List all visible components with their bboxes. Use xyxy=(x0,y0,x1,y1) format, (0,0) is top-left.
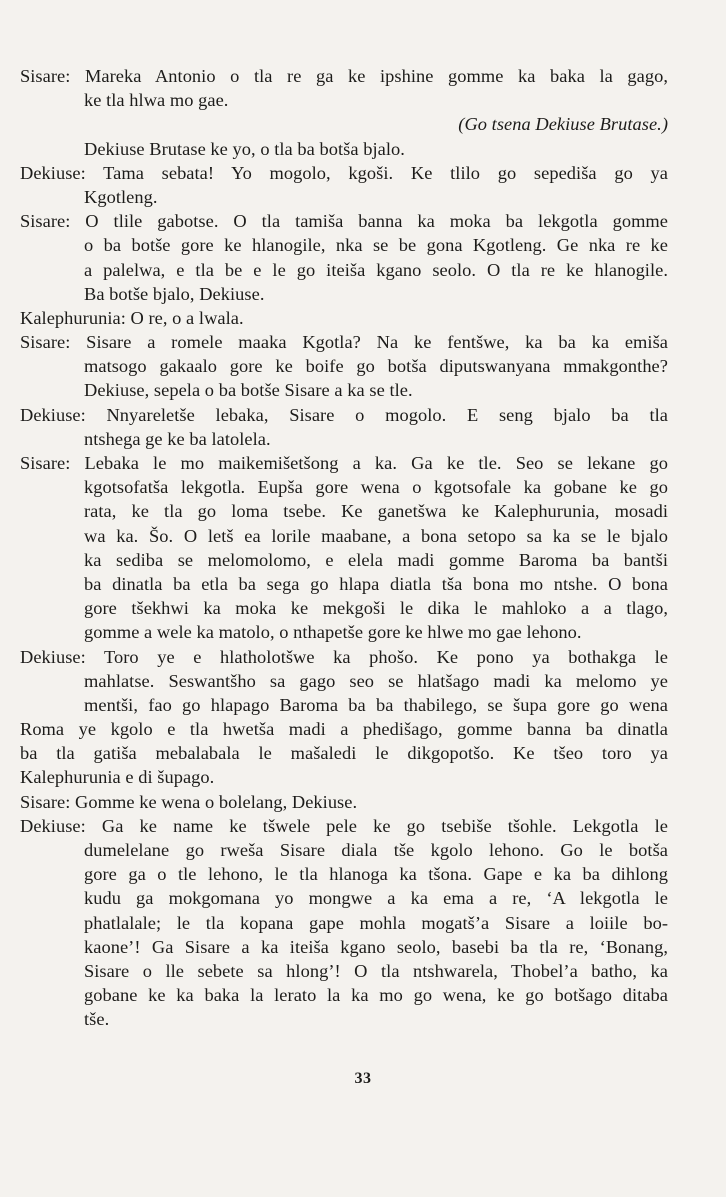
text-line: Kalephurunia e di šupago. xyxy=(20,767,215,788)
text-line: Roma ye kgolo e tla hwetša madi a phedišago, gomme banna ba dinatla xyxy=(20,719,668,740)
text-line: phatlalale; le tla kopana gape mohla mogatš’a Sisare a loiile bo- xyxy=(84,912,668,933)
text-line: matsogo gakaalo gore ke boife go botša diputswanyana mmakgonthe? xyxy=(84,356,668,377)
text-line: gore ga o tle lehono, le tla hlanoga ka tšona. Gape e ka ba dihlong xyxy=(84,864,668,885)
text-line: kudu ga mokgomana yo mongwe a ka ema a re, ‘A lekgotla le xyxy=(84,888,668,909)
text-line: o ba botše gore ke hlanogile, nka se be gona Kgotleng. Ge nka re ke xyxy=(84,235,668,256)
text-line: Ba botše bjalo, Dekiuse. xyxy=(84,283,265,304)
text-line: Sisare: Sisare a romele maaka Kgotla? Na ke fentšwe, ka ba ka emiša xyxy=(20,332,668,353)
text-line: Sisare o lle sebete sa hlong’! O tla ntshwarela, Thobel’a batho, ka xyxy=(84,960,668,981)
text-line: Kgotleng. xyxy=(84,186,158,207)
text-line: a palelwa, e tla be e le go iteiša kgano seolo. O tla re ke hlanogile. xyxy=(84,259,668,280)
text-line: Dekiuse: Toro ye e hlatholotšwe ka phošo. Ke pono ya bothakga le xyxy=(20,646,668,667)
text-line: Sisare: Mareka Antonio o tla re ga ke ipshine gomme ka baka la gago, xyxy=(20,66,668,86)
text-line: gore tšekhwi ka moka ke mekgoši le dika le mahloko a a tlago, xyxy=(84,598,668,619)
stage-direction: (Go tsena Dekiuse Brutase.) xyxy=(458,114,668,135)
text-line: ka sediba se melomolomo, e elela madi gomme Baroma ba bantši xyxy=(84,549,668,570)
text-line: ba tla gatiša mebalabala le mašaledi le dikgopotšo. Ke tšeo toro ya xyxy=(20,743,668,764)
text-line: gobane ke ka baka la lerato la ka mo go wena, ke go botšago ditaba xyxy=(84,985,668,1006)
text-line: Dekiuse: Tama sebata! Yo mogolo, kgoši. Ke tlilo go sepediša go ya xyxy=(20,162,668,183)
text-line: Kalephurunia: O re, o a lwala. xyxy=(20,307,244,328)
text-line: kgotsofatša lekgotla. Eupša gore wena o kgotsofale ka gobane ke go xyxy=(84,477,668,498)
text-line: ba dinatla ba etla ba sega go hlapa diatla tša bona mo ntshe. O bona xyxy=(84,573,668,594)
text-line: Dekiuse Brutase ke yo, o tla ba botša bjalo. xyxy=(84,138,405,159)
page-number: 33 xyxy=(354,1070,372,1087)
text-line: mentši, fao go hlapago Baroma ba ba thabilego, se šupa gore go wena xyxy=(84,694,668,715)
text-line: wa ka. Šo. O letš ea lorile maabane, a bona setopo sa ka se le bjalo xyxy=(84,525,668,546)
text-line: gomme a wele ka matolo, o nthapetše gore ke hlwe mo gae lehono. xyxy=(84,622,582,643)
text-line: Dekiuse: Ga ke name ke tšwele pele ke go tsebiše tšohle. Lekgotla le xyxy=(20,815,668,836)
text-line: Dekiuse: Nnyareletše lebaka, Sisare o mogolo. E seng bjalo ba tla xyxy=(20,404,668,425)
text-line: dumelelane go rweša Sisare diala tše kgolo lehono. Go le botša xyxy=(84,840,668,860)
text-line: kaone’! Ga Sisare a ka iteiša kgano seolo, basebi ba tla re, ‘Bonang, xyxy=(84,936,668,957)
text-line: Dekiuse, sepela o ba botše Sisare a ka se tle. xyxy=(84,380,413,401)
dialogue-text xyxy=(20,64,668,1032)
text-line: Sisare: Gomme ke wena o bolelang, Dekiuse. xyxy=(20,791,358,812)
text-line: rata, ke tla go loma tsebe. Ke ganetšwa ke Kalephurunia, mosadi xyxy=(84,501,668,522)
text-line: Sisare: Lebaka le mo maikemišetšong a ka. Ga ke tle. Seo se lekane go xyxy=(20,453,668,473)
text-line: tše. xyxy=(84,1009,110,1030)
text-line: mahlatse. Seswantšho sa gago seo se hlatšago madi ka melomo ye xyxy=(84,670,668,691)
text-line: ke tla hlwa mo gae. xyxy=(84,90,229,111)
text-line: Sisare: O tlile gabotse. O tla tamiša banna ka moka ba lekgotla gomme xyxy=(20,211,668,232)
text-line: ntshega ge ke ba latolela. xyxy=(84,428,271,449)
